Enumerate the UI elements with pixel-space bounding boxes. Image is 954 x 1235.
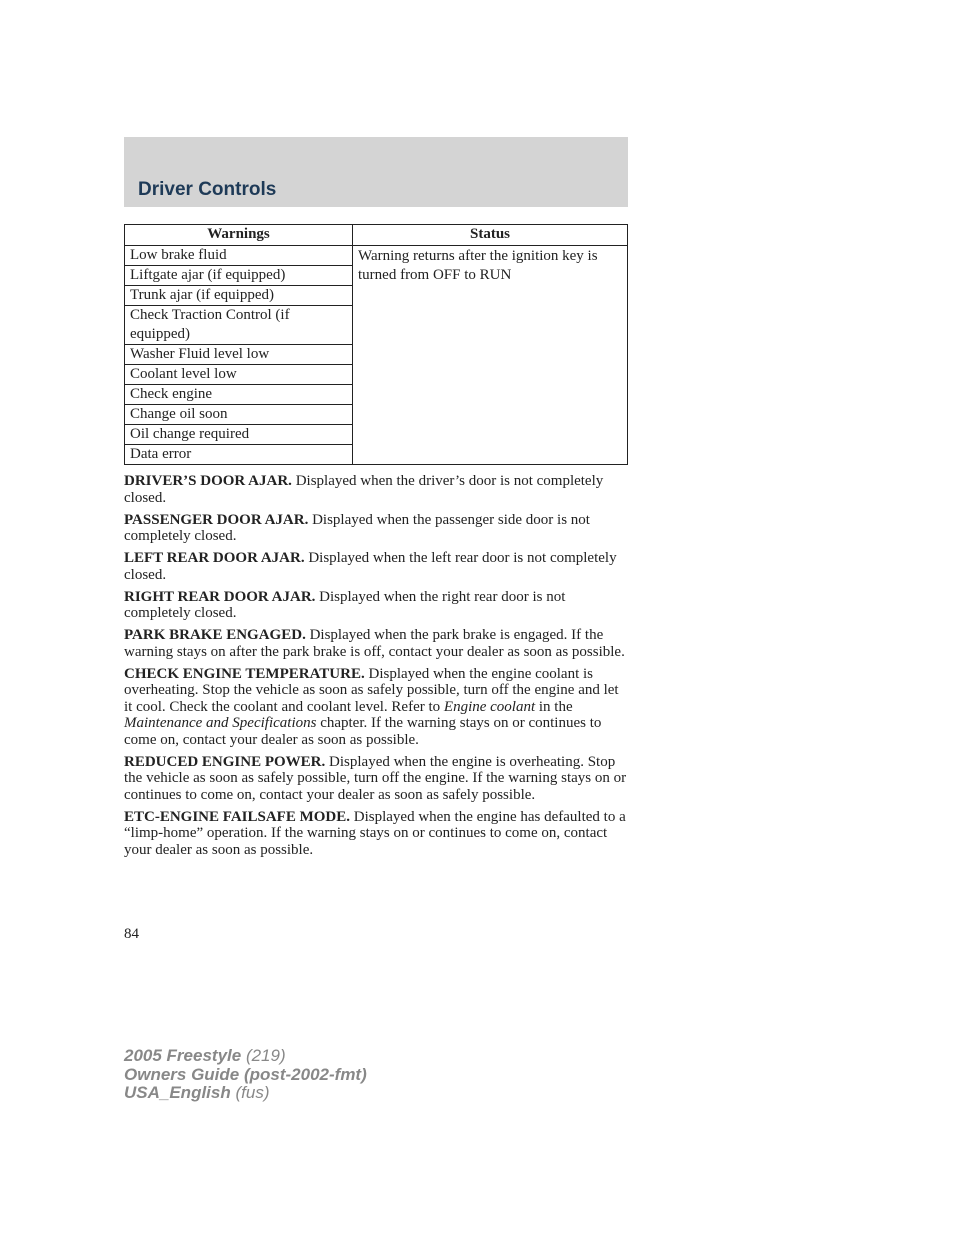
paragraph-reduced-engine-power bbox=[124, 754, 628, 804]
description: Displayed when the left rear door is not completely closed. bbox=[124, 550, 617, 583]
document-footer bbox=[124, 1047, 367, 1103]
paragraph-check-engine-temperature bbox=[124, 666, 628, 749]
term: PASSENGER DOOR AJAR. bbox=[124, 511, 309, 528]
warning-cell: Check Traction Control (if equipped) bbox=[125, 306, 353, 345]
warnings-table bbox=[124, 224, 628, 465]
paragraph-etc-engine-failsafe-mode bbox=[124, 809, 628, 859]
warning-cell: Data error bbox=[125, 445, 353, 465]
column-header-warnings: Warnings bbox=[125, 225, 353, 246]
paragraph-drivers-door-ajar bbox=[124, 473, 628, 506]
warning-cell: Low brake fluid bbox=[125, 246, 353, 266]
description: Displayed when the engine coolant is overheating. Stop the vehicle as soon as safely possible, turn off the engine and let it cool. Check the coolant and coolant level. Refer to bbox=[124, 665, 619, 715]
warning-cell: Liftgate ajar (if equipped) bbox=[125, 266, 353, 286]
description: chapter. If the warning stays on or continues to come on, contact your dealer as soon as possible. bbox=[124, 715, 602, 748]
footer-model: 2005 Freestyle bbox=[124, 1046, 242, 1065]
term: CHECK ENGINE TEMPERATURE. bbox=[124, 665, 365, 682]
page-number: 84 bbox=[124, 926, 139, 942]
description: Displayed when the passenger side door is not completely closed. bbox=[124, 511, 590, 544]
term: LEFT REAR DOOR AJAR. bbox=[124, 550, 305, 566]
description: in the bbox=[538, 698, 573, 715]
table-row bbox=[125, 246, 628, 266]
footer-language-code: (fus) bbox=[235, 1083, 270, 1102]
term: RIGHT REAR DOOR AJAR. bbox=[124, 588, 316, 605]
warning-cell: Coolant level low bbox=[125, 365, 353, 385]
description: Displayed when the engine is overheating. Stop the vehicle as soon as safely possible, turn off the engine. If the warning stays on or continues to come on, contact your dealer as soon as safely possible. bbox=[124, 753, 627, 803]
column-header-status: Status bbox=[353, 225, 628, 246]
term: DRIVER’S DOOR AJAR. bbox=[124, 473, 292, 489]
status-cell: Warning returns after the ignition key is turned from OFF to RUN bbox=[353, 246, 628, 465]
warning-cell: Check engine bbox=[125, 385, 353, 405]
footer-line-language bbox=[124, 1084, 367, 1103]
section-header-band bbox=[124, 137, 628, 207]
cross-reference: Maintenance and Specifications bbox=[124, 715, 317, 731]
term: REDUCED ENGINE POWER. bbox=[124, 753, 326, 770]
description: Displayed when the right rear door is not completely closed. bbox=[124, 588, 566, 621]
footer-language: USA_English bbox=[124, 1083, 231, 1102]
warning-descriptions bbox=[124, 473, 628, 864]
footer-line-guide bbox=[124, 1066, 367, 1085]
footer-guide: Owners Guide (post-2002-fmt) bbox=[124, 1064, 367, 1084]
warning-cell: Change oil soon bbox=[125, 405, 353, 425]
description: Displayed when the driver’s door is not completely closed. bbox=[124, 473, 604, 506]
paragraph-left-rear-door-ajar bbox=[124, 550, 628, 583]
term: ETC-ENGINE FAILSAFE MODE. bbox=[124, 808, 350, 825]
term: PARK BRAKE ENGAGED. bbox=[124, 627, 306, 643]
cross-reference: Engine coolant bbox=[443, 698, 536, 715]
paragraph-right-rear-door-ajar bbox=[124, 589, 628, 622]
table-header-row bbox=[125, 225, 628, 246]
footer-line-model bbox=[124, 1047, 367, 1066]
footer-model-code: (219) bbox=[245, 1046, 286, 1065]
paragraph-park-brake-engaged bbox=[124, 627, 628, 660]
description: Displayed when the park brake is engaged. If the warning stays on after the park brake is off, contact your dealer as soon as possible. bbox=[124, 627, 625, 660]
warning-cell: Oil change required bbox=[125, 425, 353, 445]
warning-cell: Trunk ajar (if equipped) bbox=[125, 286, 353, 306]
section-title: Driver Controls bbox=[138, 179, 277, 200]
warning-cell: Washer Fluid level low bbox=[125, 345, 353, 365]
description: Displayed when the engine has defaulted to a “limp-home” operation. If the warning stays on or continues to come on, contact your dealer as soon as possible. bbox=[124, 808, 626, 858]
paragraph-passenger-door-ajar bbox=[124, 512, 628, 545]
